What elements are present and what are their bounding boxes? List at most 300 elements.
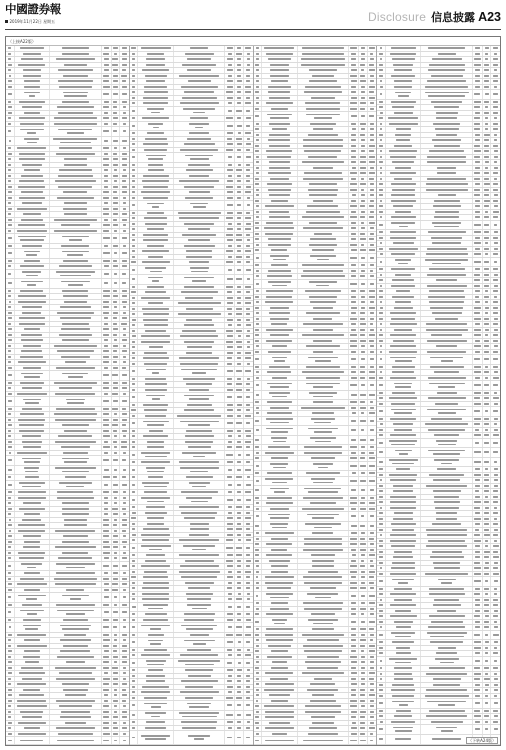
table-cell: [473, 236, 483, 241]
table-cell: [6, 649, 15, 654]
table-cell: [174, 592, 226, 597]
table-cell: [130, 174, 139, 179]
cell-text-line: [484, 194, 489, 196]
cell-text-line: [269, 694, 291, 696]
cell-text-line: [246, 324, 251, 326]
cell-text-line: [270, 463, 288, 465]
table-cell: [349, 322, 359, 327]
table-cell: [225, 451, 235, 460]
table-cell: [112, 249, 121, 258]
table-cell: [50, 294, 102, 299]
cell-text-line: [379, 231, 382, 233]
cell-text-line: [193, 206, 206, 208]
cell-text-line: [64, 430, 87, 432]
table-cell: [138, 307, 174, 312]
table-cell: [359, 537, 368, 542]
cell-text-line: [148, 640, 162, 642]
cell-text-line: [63, 92, 89, 94]
table-cell: [130, 201, 139, 210]
table-cell: [298, 79, 350, 84]
cell-text-line: [8, 130, 11, 132]
cell-text-line: [493, 47, 498, 49]
table-cell: [15, 381, 51, 386]
table-cell: [138, 434, 174, 439]
cell-text-line: [228, 156, 232, 158]
cell-text-line: [132, 593, 136, 595]
table-cell: [359, 85, 368, 90]
table-cell: [349, 171, 359, 176]
table-cell: [262, 210, 298, 215]
table-cell: [262, 204, 298, 209]
cell-text-line: [266, 53, 292, 55]
table-cell: [102, 270, 112, 279]
table-cell: [235, 318, 244, 323]
cell-text-line: [264, 227, 294, 229]
cell-text-line: [361, 683, 365, 685]
cell-text-line: [236, 446, 242, 448]
table-cell: [50, 52, 102, 57]
table-cell: [6, 660, 15, 665]
table-cell: [262, 57, 298, 62]
table-cell: [174, 674, 226, 679]
cell-text-line: [187, 703, 211, 705]
cell-text-line: [8, 546, 11, 548]
cell-text-line: [227, 143, 234, 145]
cell-text-line: [141, 534, 170, 536]
cell-text-line: [256, 565, 259, 567]
cell-text-line: [19, 117, 46, 119]
table-cell: [112, 360, 121, 365]
cell-text-line: [312, 628, 335, 630]
cell-text-line: [268, 139, 290, 141]
table-cell: [349, 660, 359, 665]
cell-text-line: [8, 356, 11, 358]
cell-text-line: [246, 619, 251, 621]
cell-text-line: [132, 324, 135, 326]
table-cell: [349, 445, 359, 450]
cell-text-line: [54, 345, 97, 347]
table-cell: [244, 434, 253, 439]
table-cell: [174, 367, 226, 376]
table-cell: [174, 466, 226, 475]
cell-text-line: [227, 204, 234, 206]
table-cell: [235, 475, 244, 480]
table-cell: [112, 704, 121, 709]
cell-text-line: [104, 513, 108, 515]
cell-text-line: [237, 565, 241, 567]
table-cell: [349, 144, 359, 149]
cell-text-line: [246, 212, 250, 214]
cell-text-line: [311, 613, 335, 615]
cell-text-line: [237, 269, 242, 271]
cell-text-line: [112, 374, 118, 376]
cell-text-line: [132, 649, 135, 651]
cell-text-line: [27, 567, 36, 569]
table-cell: [349, 248, 359, 253]
table-cell: [225, 440, 235, 445]
table-cell: [262, 671, 298, 676]
table-cell: [262, 350, 298, 355]
table-cell: [368, 254, 377, 263]
table-cell: [491, 138, 500, 143]
cell-text-line: [8, 186, 12, 188]
table-cell: [244, 290, 253, 295]
table-cell: [138, 570, 174, 575]
cell-text-line: [113, 191, 117, 193]
table-cell: [349, 188, 359, 193]
table-cell: [15, 481, 51, 490]
table-cell: [349, 575, 359, 580]
cell-text-line: [361, 91, 365, 93]
cell-text-line: [361, 656, 366, 658]
table-cell: [262, 333, 298, 338]
table-cell: [102, 100, 112, 105]
cell-text-line: [8, 106, 12, 108]
table-cell: [254, 666, 263, 671]
table-cell: [174, 403, 226, 408]
table-row: [254, 618, 377, 628]
cell-text-line: [17, 230, 47, 232]
table-cell: [359, 144, 368, 149]
cell-text-line: [122, 191, 126, 193]
table-cell: [130, 388, 139, 393]
table-cell: [235, 96, 244, 101]
table-cell: [130, 244, 139, 249]
table-cell: [235, 592, 244, 597]
cell-text-line: [122, 541, 126, 543]
cell-text-line: [227, 587, 232, 589]
cell-text-line: [351, 323, 356, 325]
table-cell: [244, 533, 253, 538]
cell-text-line: [56, 604, 96, 606]
table-cell: [349, 350, 359, 355]
table-cell: [102, 529, 112, 534]
table-cell: [254, 317, 263, 322]
cell-text-line: [361, 69, 364, 71]
table-cell: [15, 534, 51, 539]
cell-text-line: [361, 650, 364, 652]
table-cell: [386, 149, 422, 154]
table-cell: [120, 259, 129, 264]
table-cell: [120, 688, 129, 693]
cell-text-line: [103, 197, 110, 199]
cell-text-line: [8, 367, 12, 369]
cell-text-line: [351, 123, 356, 125]
table-cell: [254, 462, 263, 471]
table-cell: [421, 188, 473, 193]
table-cell: [349, 85, 359, 90]
table-cell: [138, 275, 174, 284]
cell-text-line: [25, 402, 39, 404]
cell-text-line: [122, 64, 127, 66]
cell-text-line: [179, 180, 219, 182]
table-row: [130, 496, 253, 506]
cell-text-line: [370, 515, 375, 517]
cell-text-line: [427, 156, 466, 158]
table-cell: [235, 255, 244, 260]
table-cell: [120, 185, 129, 190]
table-cell: [130, 255, 139, 260]
table-cell: [386, 90, 422, 99]
table-cell: [120, 644, 129, 649]
cell-text-line: [122, 117, 127, 119]
cell-text-line: [190, 471, 208, 473]
table-cell: [235, 307, 244, 312]
cell-text-line: [228, 269, 232, 271]
cell-text-line: [123, 435, 126, 437]
table-cell: [6, 294, 15, 299]
cell-text-line: [361, 358, 365, 360]
cell-text-line: [246, 554, 250, 556]
table-cell: [491, 63, 500, 68]
table-cell: [50, 249, 102, 258]
cell-text-line: [256, 515, 260, 517]
cell-text-line: [493, 172, 498, 174]
table-cell: [15, 456, 51, 465]
table-cell: [235, 403, 244, 408]
cell-text-line: [103, 164, 110, 166]
cell-text-line: [390, 53, 416, 55]
table-cell: [6, 207, 15, 212]
cell-text-line: [370, 270, 373, 272]
table-cell: [174, 163, 226, 168]
cell-text-line: [360, 465, 366, 467]
cell-text-line: [360, 75, 365, 77]
cell-text-line: [236, 389, 242, 391]
cell-text-line: [122, 265, 127, 267]
table-cell: [112, 146, 121, 151]
cell-text-line: [8, 86, 12, 88]
table-cell: [225, 575, 235, 580]
cell-text-line: [132, 102, 136, 104]
cell-text-line: [256, 47, 259, 49]
cell-text-line: [350, 587, 356, 589]
table-cell: [174, 301, 226, 306]
cell-text-line: [370, 244, 375, 246]
cell-text-line: [361, 296, 365, 298]
table-cell: [235, 227, 244, 232]
cell-text-line: [246, 565, 250, 567]
cell-text-line: [304, 488, 341, 490]
cell-text-line: [307, 689, 338, 691]
cell-text-line: [122, 413, 127, 415]
table-cell: [130, 90, 139, 95]
table-cell: [254, 177, 263, 182]
table-cell: [262, 715, 298, 720]
table-cell: [298, 52, 350, 57]
cell-text-line: [474, 93, 480, 95]
cell-text-line: [122, 260, 127, 262]
cell-text-line: [247, 669, 250, 671]
cell-text-line: [350, 538, 356, 540]
table-cell: [473, 111, 483, 116]
cell-text-line: [122, 583, 128, 585]
cell-text-line: [236, 169, 241, 171]
table-cell: [349, 127, 359, 132]
table-cell: [15, 562, 51, 571]
cell-text-line: [256, 283, 259, 285]
cell-text-line: [152, 372, 159, 374]
table-cell: [102, 518, 112, 523]
cell-text-line: [57, 740, 94, 742]
table-cell: [6, 721, 15, 726]
table-cell: [235, 460, 244, 465]
cell-text-line: [246, 523, 250, 525]
cell-text-line: [113, 367, 118, 369]
table-cell: [120, 440, 129, 445]
table-cell: [235, 137, 244, 142]
table-cell: [6, 726, 15, 731]
cell-text-line: [17, 645, 46, 647]
table-cell: [120, 223, 129, 228]
table-cell: [359, 496, 368, 501]
cell-text-line: [113, 345, 118, 347]
table-cell: [244, 586, 253, 591]
table-cell: [349, 391, 359, 400]
table-cell: [298, 671, 350, 676]
table-cell: [298, 138, 350, 143]
table-cell: [120, 456, 129, 465]
cell-text-line: [56, 700, 95, 702]
table-cell: [298, 215, 350, 220]
cell-text-line: [273, 441, 286, 443]
cell-text-line: [114, 502, 118, 504]
cell-text-line: [56, 58, 95, 60]
cell-text-line: [351, 508, 356, 510]
table-cell: [225, 334, 235, 339]
cell-text-line: [227, 212, 233, 214]
table-cell: [174, 618, 226, 623]
cell-text-line: [132, 461, 136, 463]
table-cell: [50, 234, 102, 243]
table-cell: [262, 456, 298, 461]
table-cell: [359, 210, 368, 215]
table-cell: [298, 564, 350, 569]
table-cell: [138, 153, 174, 162]
cell-text-line: [396, 128, 411, 130]
table-cell: [225, 90, 235, 95]
cell-text-line: [307, 639, 339, 641]
table-cell: [174, 323, 226, 328]
table-cell: [15, 207, 51, 212]
cell-text-line: [369, 394, 375, 396]
cell-text-line: [21, 219, 44, 221]
cell-text-line: [132, 75, 135, 77]
cell-text-line: [113, 69, 118, 71]
table-cell: [262, 339, 298, 344]
cell-text-line: [61, 281, 90, 283]
table-cell: [262, 127, 298, 132]
table-cell: [262, 581, 298, 586]
cell-text-line: [123, 230, 127, 232]
table-cell: [130, 731, 139, 744]
cell-text-line: [8, 572, 11, 574]
table-cell: [349, 133, 359, 138]
cell-text-line: [236, 278, 242, 280]
cell-text-line: [369, 694, 375, 696]
cell-text-line: [360, 64, 365, 66]
cell-text-line: [369, 86, 375, 88]
cell-text-line: [113, 700, 118, 702]
table-cell: [349, 522, 359, 531]
table-cell: [15, 289, 51, 294]
table-cell: [102, 732, 112, 737]
table-cell: [112, 582, 121, 587]
table-cell: [120, 660, 129, 665]
cell-text-line: [484, 64, 489, 66]
table-cell: [244, 323, 253, 328]
cell-text-line: [193, 112, 205, 114]
cell-text-line: [247, 341, 250, 343]
table-cell: [50, 715, 102, 720]
cell-text-line: [360, 700, 365, 702]
table-cell: [138, 481, 174, 490]
cell-text-line: [493, 123, 498, 125]
cell-text-line: [246, 291, 251, 293]
table-cell: [368, 182, 377, 187]
table-cell: [130, 460, 139, 465]
cell-text-line: [227, 291, 232, 293]
table-cell: [50, 259, 102, 264]
table-cell: [377, 155, 386, 160]
cell-text-line: [113, 295, 118, 297]
table-cell: [15, 74, 51, 79]
cell-text-line: [8, 645, 11, 647]
cell-text-line: [104, 694, 109, 696]
table-cell: [120, 666, 129, 671]
cell-text-line: [245, 47, 250, 49]
table-cell: [50, 737, 102, 744]
cell-text-line: [103, 106, 109, 108]
table-cell: [254, 370, 263, 375]
table-cell: [6, 305, 15, 310]
cell-text-line: [351, 307, 357, 309]
cell-text-line: [57, 312, 94, 314]
table-cell: [359, 365, 368, 370]
cell-text-line: [256, 139, 259, 141]
table-cell: [6, 571, 15, 576]
table-cell: [102, 434, 112, 439]
cell-text-line: [265, 634, 293, 636]
table-row: [130, 367, 253, 377]
cell-text-line: [143, 421, 169, 423]
cell-text-line: [65, 361, 85, 363]
cell-text-line: [351, 296, 356, 298]
table-cell: [174, 168, 226, 173]
table-cell: [298, 149, 350, 154]
table-cell: [377, 90, 386, 99]
table-cell: [368, 721, 377, 726]
cell-text-line: [369, 727, 375, 729]
cell-text-line: [237, 352, 242, 354]
table-cell: [491, 144, 500, 149]
table-cell: [254, 155, 263, 160]
table-cell: [235, 533, 244, 538]
table-cell: [235, 388, 244, 393]
table-cell: [235, 107, 244, 116]
cell-text-line: [58, 435, 92, 437]
table-column-group: [254, 46, 378, 745]
cell-text-line: [255, 238, 259, 240]
table-cell: [377, 182, 386, 187]
cell-text-line: [146, 395, 165, 397]
table-cell: [6, 418, 15, 423]
cell-text-line: [265, 576, 295, 578]
cell-text-line: [304, 91, 342, 93]
cell-text-line: [228, 53, 233, 55]
cell-text-line: [268, 351, 291, 353]
table-cell: [254, 451, 263, 456]
